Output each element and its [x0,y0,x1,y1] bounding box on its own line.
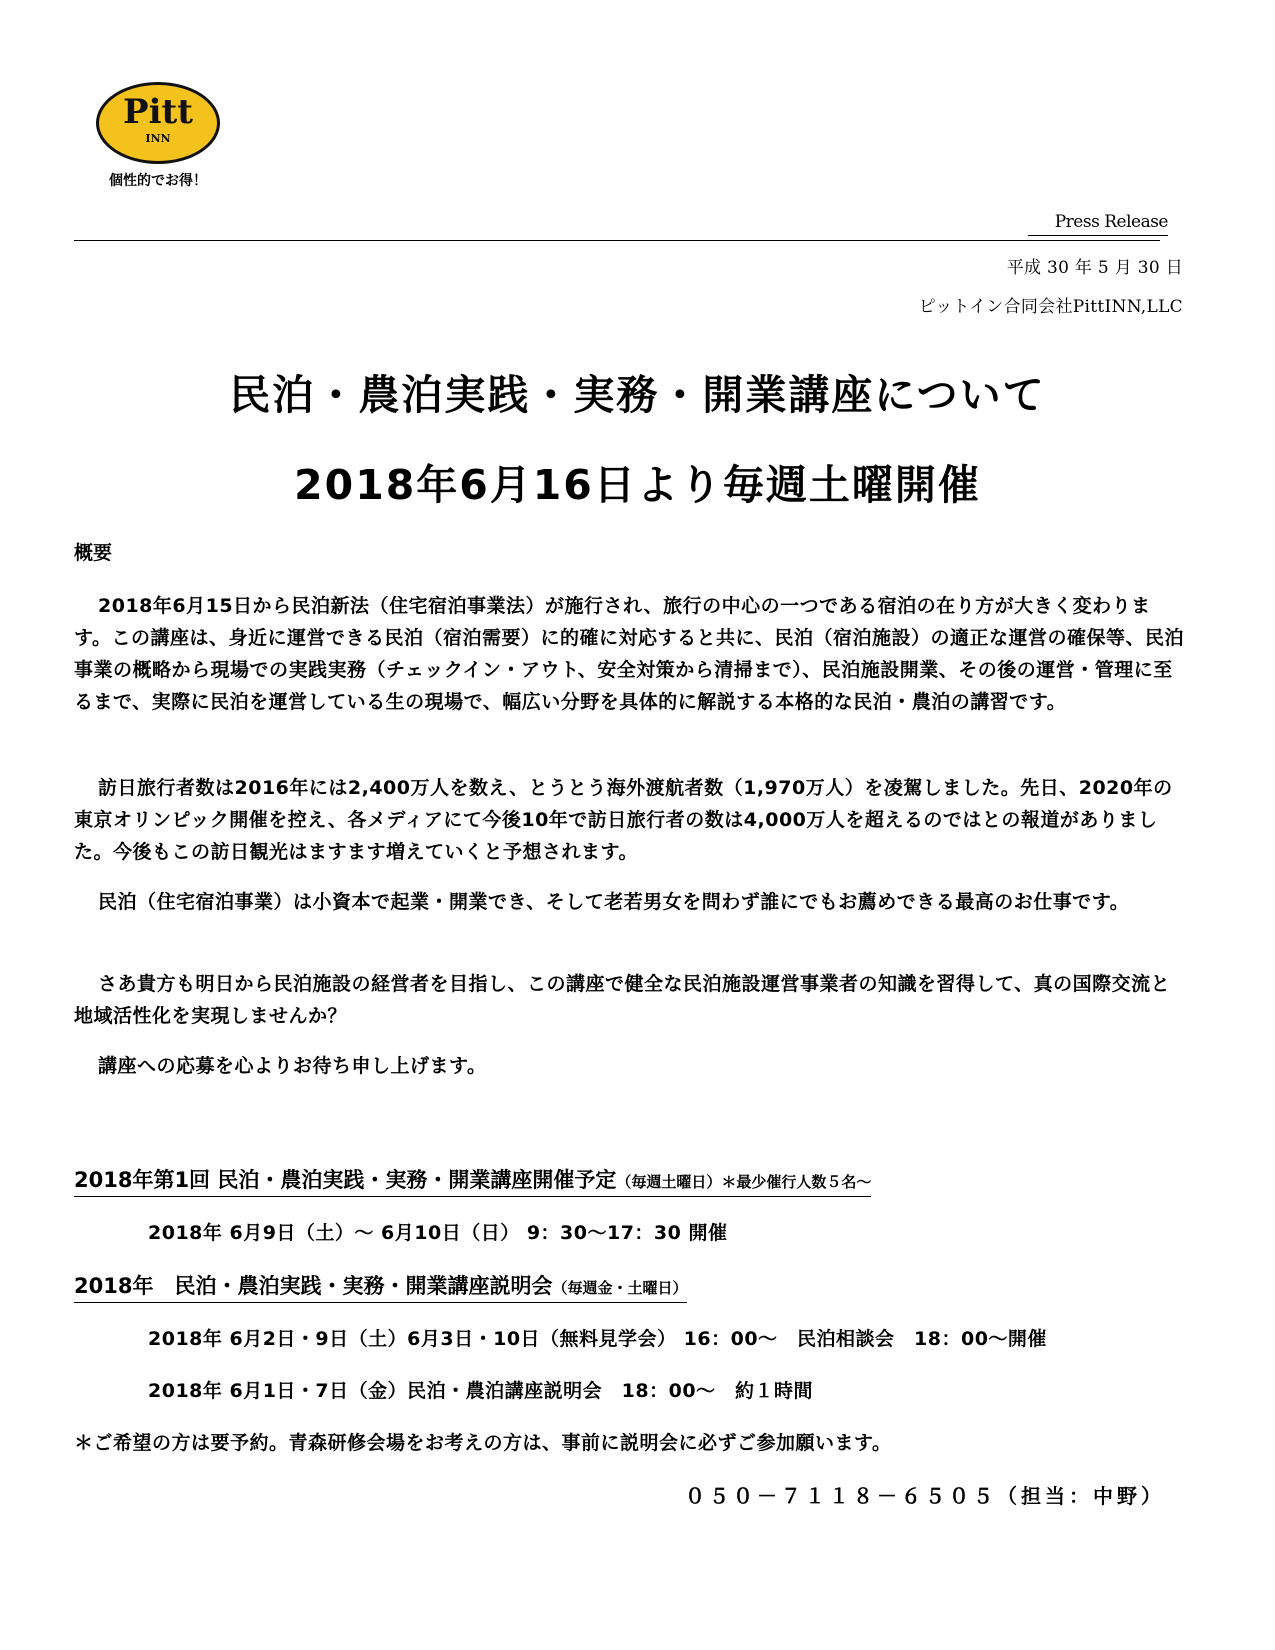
overview-paragraph: さあ貴方も明日から民泊施設の経営者を目指し、この講座で健全な民泊施設運営事業者の知識を習得して、真の国際交流と地域活性化を実現しませんか？ [74,973,1171,1027]
contact-phone: ０５０－７１１８－６５０５（担当：中野） [685,1484,1165,1508]
briefing-date-line: 2018年 6月2日・9日（土）6月3日・10日（無料見学会） 16：00～ 民泊相談会 18：00～開催 [148,1328,1047,1350]
logo-tagline: 個性的でお得！ [109,173,207,189]
briefing-heading-text: 2018年 民泊・農泊実践・実務・開業講座説明会 [74,1274,553,1298]
reservation-note: ＊ご希望の方は要予約。青森研修会場をお考えの方は、事前に説明会に必ずご参加願います。 [74,1432,892,1454]
company-logo [96,82,220,189]
course-heading-note: （毎週土曜日）＊最少催行人数５名～ [616,1173,872,1191]
overview-paragraph: 講座への応募を心よりお待ち申し上げます。 [98,1055,487,1077]
logo-wordmark: Pitt [123,92,193,132]
course-schedule-heading [74,1164,871,1197]
header-divider [74,240,1160,241]
page-title-line-2: 2018年6月16日より毎週土曜開催 [294,461,981,509]
press-release-label: Press Release [1028,212,1168,236]
briefing-date-line: 2018年 6月1日・7日（金）民泊・農泊講座説明会 18：00～ 約１時間 [148,1380,814,1402]
logo-subtext: INN [145,132,171,145]
overview-paragraph: 民泊（住宅宿泊事業）は小資本で起業・開業でき、そして老若男女を問わず誰にでもお薦めできる最高のお仕事です。 [98,891,1130,913]
release-date: 平成 30 年 5 月 30 日 [1006,258,1183,278]
course-heading-text: 2018年第1回 民泊・農泊実践・実務・開業講座開催予定 [74,1168,617,1192]
overview-heading: 概要 [74,542,113,564]
course-date-line: 2018年 6月9日（土）～ 6月10日（日） 9：30～17：30 開催 [148,1222,728,1244]
overview-paragraph: 2018年6月15日から民泊新法（住宅宿泊事業法）が施行され、旅行の中心の一つである宿泊の在り方が大きく変わります。この講座は、身近に運営できる民泊（宿泊需要）に的確に対応すると共に、民泊（宿泊施設）の適正な運営の確保等、民泊事業の概略から現場での実践実務（チェックイン・アウト、安全対策から清掃まで）、民泊施設開業、その後の運営・管理に至るまで、実際に民泊を運営している生の現場で、幅広い分野を具体的に解説する本格的な民泊・農泊の講習です。 [74,595,1184,713]
briefing-schedule-heading [74,1270,687,1303]
briefing-heading-note: （毎週金・土曜日） [552,1279,688,1297]
overview-paragraph: 訪日旅行者数は2016年には2,400万人を数え、とうとう海外渡航者数（1,970万人）を凌駕しました。先日、2020年の東京オリンピック開催を控え、各メディアにて今後10年で訪日旅行者の数は4,000万人を超えるのではとの報道がありました。今後もこの訪日観光はますます増えていくと予想されます。 [74,777,1173,863]
company-name: ピットイン合同会社PittINN,LLC [918,297,1183,317]
page-title-line-1: 民泊・農泊実践・実務・開業講座について [229,371,1046,419]
